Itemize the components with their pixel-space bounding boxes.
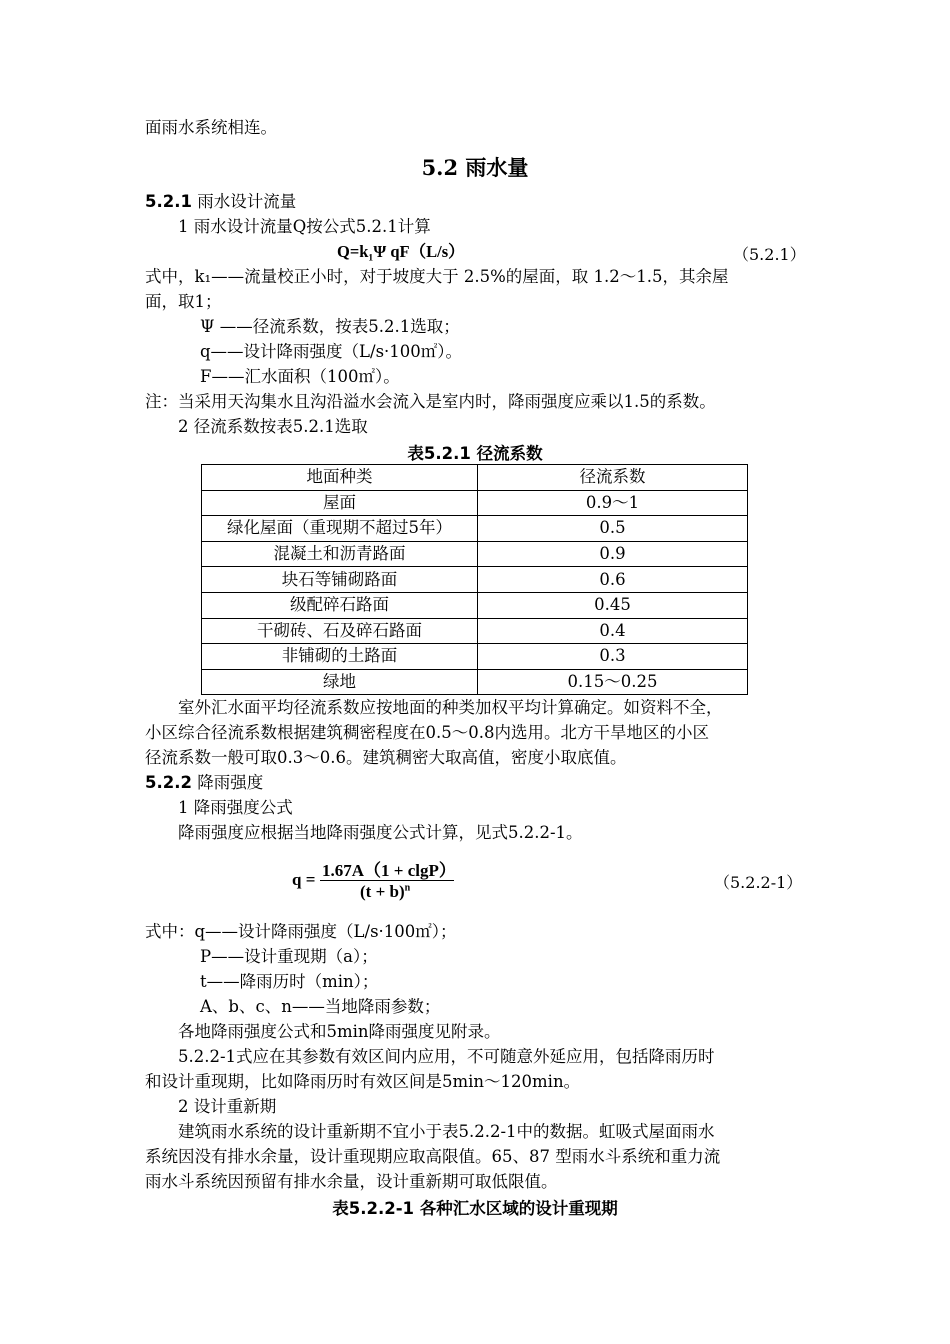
text-line: 各地降雨强度公式和5min降雨强度见附录。 <box>178 1022 501 1041</box>
text-line: 面，取1； <box>145 292 222 311</box>
table-cell: 0.4 <box>478 618 748 644</box>
denominator-exponent: n <box>404 882 411 894</box>
table-cell: 0.3 <box>478 644 748 670</box>
table-cell: 级配碎石路面 <box>202 592 478 618</box>
table-row <box>202 592 748 618</box>
definition-line: t——降雨历时（min）； <box>200 972 379 991</box>
subsection-title: 雨水设计流量 <box>197 192 297 211</box>
table-row <box>202 644 748 670</box>
subsection-number: 5.2.1 <box>145 192 192 211</box>
table-cell: 绿地 <box>202 669 478 695</box>
text-line: 降雨强度应根据当地降雨强度公式计算，见式5.2.2-1。 <box>178 823 583 842</box>
table-caption: 表5.2.2-1 各种汇水区域的设计重现期 <box>332 1199 618 1218</box>
table-cell: 0.9 <box>478 541 748 567</box>
definition-line: Ψ ——径流系数，按表5.2.1选取； <box>200 317 460 336</box>
formula-lhs: q = <box>292 870 316 889</box>
definition-line: A、b、c、n——当地降雨参数； <box>200 997 441 1016</box>
table-cell: 0.45 <box>478 592 748 618</box>
subsection-heading <box>145 771 263 795</box>
text-line: 式中，k₁——流量校正小时，对于坡度大于 2.5%的屋面，取 1.2～1.5，其余屋 <box>145 267 729 286</box>
text-line: 系统因没有排水余量，设计重现期应取高限值。65、87 型雨水斗系统和重力流 <box>145 1147 721 1166</box>
text-line: 雨水斗系统因预留有排水余量，设计重新期可取低限值。 <box>145 1172 558 1191</box>
text-line: 5.2.2-1式应在其参数有效区间内应用，不可随意外延应用，包括降雨历时 <box>178 1047 715 1066</box>
definition-line: 式中：q——设计降雨强度（L/s·100㎡）； <box>145 922 457 941</box>
text-line: 径流系数一般可取0.3～0.6。建筑稠密大取高值，密度小取底值。 <box>145 748 627 767</box>
text-line: 和设计重现期，比如降雨历时有效区间是5min～120min。 <box>145 1072 581 1091</box>
rainfall-intensity-formula <box>292 852 462 912</box>
formula: Q=k₁Ψ qF（L/s） <box>337 242 465 261</box>
table-row <box>202 669 748 695</box>
runoff-table <box>201 464 748 695</box>
table-row <box>202 541 748 567</box>
table-cell: 干砌砖、石及碎石路面 <box>202 618 478 644</box>
table-row <box>202 618 748 644</box>
definition-line: q——设计降雨强度（L/s·100㎡）。 <box>200 342 463 361</box>
table-cell: 绿化屋面（重现期不超过5年） <box>202 516 478 542</box>
table-cell: 屋面 <box>202 490 478 516</box>
text-line: 小区综合径流系数根据建筑稠密程度在0.5～0.8内选用。北方干旱地区的小区 <box>145 723 709 742</box>
text-line: 建筑雨水系统的设计重新期不宜小于表5.2.2-1中的数据。虹吸式屋面雨水 <box>178 1122 715 1141</box>
equation-number: （5.2.1） <box>733 245 806 264</box>
formula-denominator <box>360 882 410 902</box>
subsection-heading <box>145 190 296 214</box>
definition-line: F——汇水面积（100㎡）。 <box>200 367 400 386</box>
text-line: 室外汇水面平均径流系数应按地面的种类加权平均计算确定。如资料不全， <box>178 698 723 717</box>
list-item: 1 雨水设计流量Q按公式5.2.1计算 <box>178 217 431 236</box>
table-row <box>202 490 748 516</box>
denominator-base: (t + b) <box>360 882 405 901</box>
table-row <box>202 516 748 542</box>
list-item: 1 降雨强度公式 <box>178 798 293 817</box>
list-item: 2 径流系数按表5.2.1选取 <box>178 417 368 436</box>
table-cell: 0.6 <box>478 567 748 593</box>
table-row <box>202 567 748 593</box>
formula-numerator: 1.67A（1 + clgP） <box>322 861 456 880</box>
table-cell: 0.15～0.25 <box>478 669 748 695</box>
definition-line: P——设计重现期（a）； <box>200 947 378 966</box>
table-header-row <box>202 465 748 491</box>
fraction-bar <box>320 880 454 881</box>
table-cell: 0.9～1 <box>478 490 748 516</box>
note-line: 注：当采用天沟集水且沟沿溢水会流入是室内时，降雨强度应乘以1.5的系数。 <box>145 392 716 411</box>
table-caption: 表5.2.1 径流系数 <box>407 444 543 463</box>
table-cell: 混凝土和沥青路面 <box>202 541 478 567</box>
text-line: 面雨水系统相连。 <box>145 118 277 137</box>
subsection-number: 5.2.2 <box>145 773 192 792</box>
subsection-title: 降雨强度 <box>197 773 264 792</box>
table-cell: 非铺砌的土路面 <box>202 644 478 670</box>
section-heading: 5.2 雨水量 <box>421 155 529 180</box>
equation-number: （5.2.2-1） <box>714 873 803 892</box>
table-header: 地面种类 <box>202 465 478 491</box>
table-header: 径流系数 <box>478 465 748 491</box>
list-item: 2 设计重新期 <box>178 1097 277 1116</box>
table-cell: 块石等铺砌路面 <box>202 567 478 593</box>
table-cell: 0.5 <box>478 516 748 542</box>
